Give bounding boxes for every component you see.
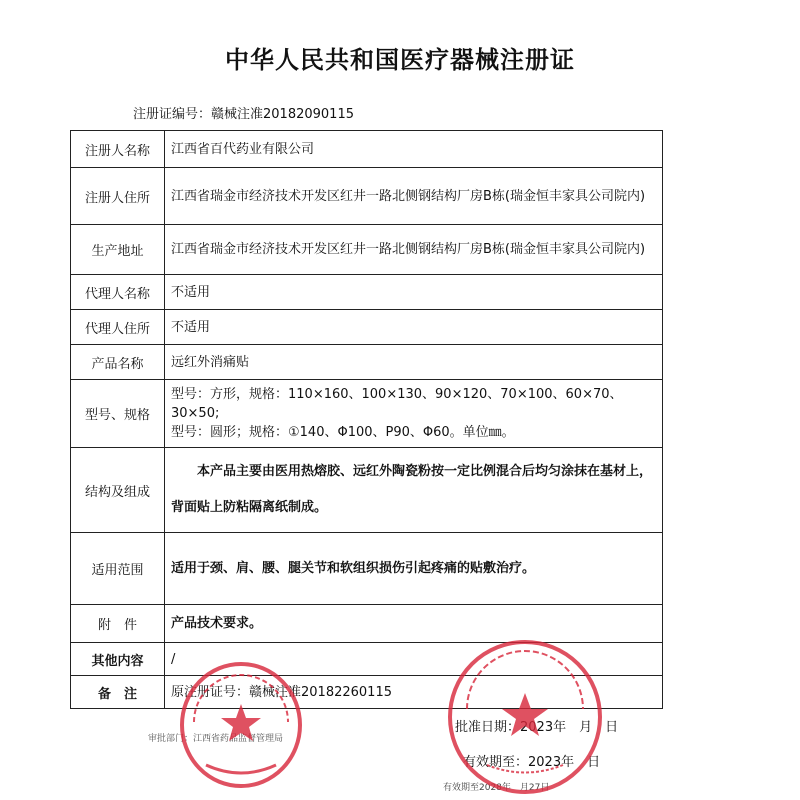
registration-number-label: 注册证编号：	[133, 107, 212, 122]
certificate-table	[70, 130, 663, 709]
model-spec-line-round: 型号：圆形；规格：①140、Φ100、P90、Φ60。单位㎜。	[171, 425, 515, 440]
row-value-scope: 适用于颈、肩、腰、腿关节和软组织损伤引起疼痛的贴敷治疗。	[165, 533, 663, 605]
row-value-attachment: 产品技术要求。	[165, 605, 663, 643]
issue-date: 批准日期：2023年 月 日	[455, 720, 619, 735]
approval-department: 审批部门：江西省药品监督管理局	[148, 734, 284, 744]
row-label-attachment: 附 件	[71, 605, 165, 643]
row-label-model-spec: 型号、规格	[71, 380, 165, 448]
table-row	[71, 380, 663, 448]
row-value-remarks: 原注册证号：赣械注准20182260115	[165, 676, 663, 709]
row-label-agent-address: 代理人住所	[71, 310, 165, 345]
model-spec-line-square: 型号：方形，规格：110×160、100×130、90×120、70×100、60×70、30×50;	[171, 387, 623, 421]
row-label-agent-name: 代理人名称	[71, 275, 165, 310]
valid-until: 有效期至2028年 月27日	[443, 783, 550, 793]
row-value-registrant-address: 江西省瑞金市经济技术开发区红井一路北侧钢结构厂房B栋(瑞金恒丰家具公司院内)	[165, 168, 663, 225]
row-label-registrant-name: 注册人名称	[71, 131, 165, 168]
row-value-agent-address: 不适用	[165, 310, 663, 345]
row-value-structure: 本产品主要由医用热熔胶、远红外陶瓷粉按一定比例混合后均匀涂抹在基材上，背面贴上防粘隔离纸制成。	[165, 448, 663, 533]
table-row	[71, 345, 663, 380]
company-seal-right	[445, 637, 605, 797]
row-label-scope: 适用范围	[71, 533, 165, 605]
validity-date: 有效期至：2023年 日	[463, 755, 601, 770]
row-label-remarks: 备 注	[71, 676, 165, 709]
row-label-production-address: 生产地址	[71, 225, 165, 275]
row-value-registrant-name: 江西省百代药业有限公司	[165, 131, 663, 168]
table-row	[71, 225, 663, 275]
row-label-product-name: 产品名称	[71, 345, 165, 380]
table-row	[71, 310, 663, 345]
row-label-registrant-address: 注册人住所	[71, 168, 165, 225]
table-row	[71, 131, 663, 168]
row-value-product-name: 远红外消痛贴	[165, 345, 663, 380]
row-value-agent-name: 不适用	[165, 275, 663, 310]
registration-number: 赣械注准20182090115	[211, 107, 354, 122]
table-row	[71, 533, 663, 605]
table-row	[71, 275, 663, 310]
table-row	[71, 448, 663, 533]
row-value-model-spec	[165, 380, 663, 448]
row-label-other: 其他内容	[71, 643, 165, 676]
row-value-other: /	[165, 643, 663, 676]
row-label-structure: 结构及组成	[71, 448, 165, 533]
row-value-production-address: 江西省瑞金市经济技术开发区红井一路北侧钢结构厂房B栋(瑞金恒丰家具公司院内)	[165, 225, 663, 275]
table-row	[71, 168, 663, 225]
document-title: 中华人民共和国医疗器械注册证	[225, 46, 575, 74]
official-seal-left	[178, 660, 304, 790]
registration-number-line	[133, 103, 354, 122]
